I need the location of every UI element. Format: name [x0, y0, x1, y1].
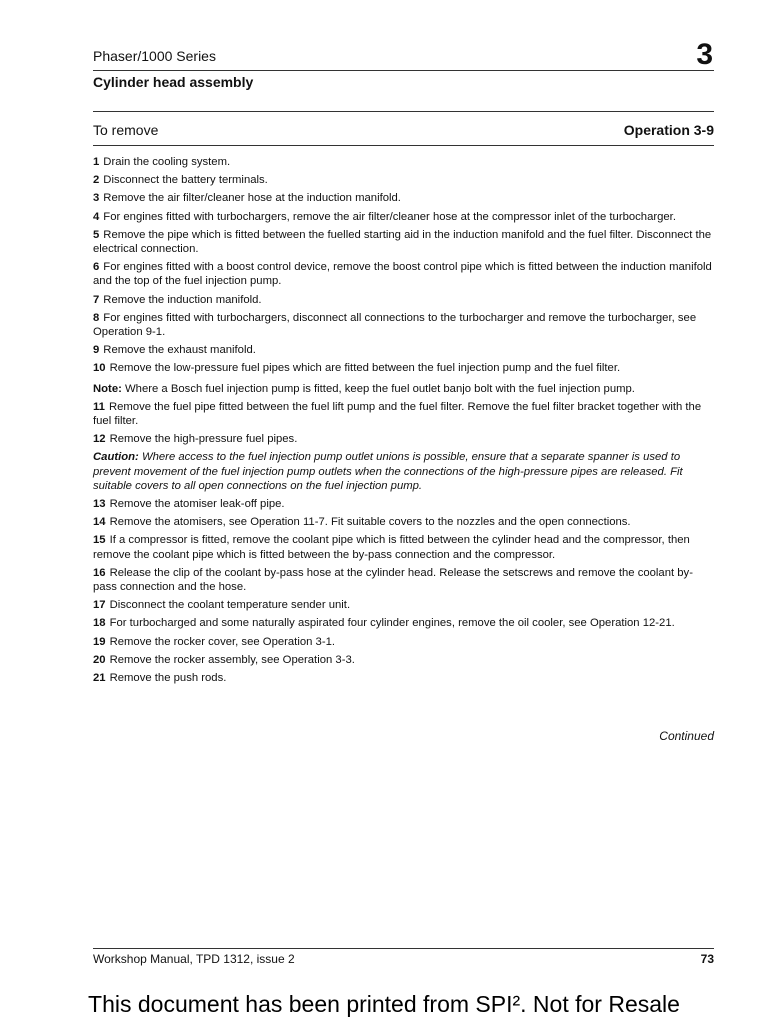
operation-rule	[93, 145, 714, 146]
manual-reference: Workshop Manual, TPD 1312, issue 2	[93, 952, 295, 966]
step-number: 21	[93, 672, 106, 685]
step-list-c	[93, 497, 715, 685]
step-number: 14	[93, 516, 106, 529]
step-number: 17	[93, 599, 106, 612]
step-text: Remove the atomisers, see Operation 11-7. Fit suitable covers to the nozzles and the open connections.	[109, 516, 631, 529]
step-item	[93, 155, 715, 169]
step-number: 16	[93, 566, 106, 579]
step-text: Remove the rocker cover, see Operation 3-1.	[109, 635, 335, 648]
operation-number: Operation 3-9	[623, 122, 714, 138]
step-text: For engines fitted with turbochargers, remove the air filter/cleaner hose at the compressor inlet of the turbocharger.	[103, 210, 676, 223]
caution-text: Where access to the fuel injection pump outlet unions is possible, ensure that a separate spanner is used to prevent movement of the fuel injection pump outlets when the connections of the high-pressure pipes are released. Fit suitable covers to all open connections on the fuel injection pump.	[93, 451, 683, 492]
step-number: 1	[93, 156, 100, 168]
note-paragraph	[93, 382, 715, 396]
step-text: For turbocharged and some naturally aspirated four cylinder engines, remove the oil cooler, see Operation 12-21.	[109, 617, 675, 630]
section-rule	[93, 111, 714, 112]
step-number: 6	[93, 261, 100, 274]
step-text: Remove the push rods.	[109, 672, 227, 685]
step-item	[93, 191, 715, 205]
step-item	[93, 598, 715, 612]
step-item	[93, 210, 715, 224]
step-number: 10	[93, 362, 106, 375]
step-text: Disconnect the coolant temperature sender unit.	[109, 599, 351, 612]
page-number: 73	[700, 952, 714, 966]
step-text: For engines fitted with turbochargers, disconnect all connections to the turbocharger and remove the turbocharger, see Operation 9-1.	[93, 311, 697, 339]
step-text: Disconnect the battery terminals.	[103, 174, 268, 187]
step-number: 9	[93, 344, 100, 357]
step-text: Remove the air filter/cleaner hose at the induction manifold.	[103, 192, 401, 205]
step-number: 13	[93, 498, 106, 511]
step-text: For engines fitted with a boost control device, remove the boost control pipe which is fitted between the induction manifold and the top of the fuel injection pump.	[93, 261, 712, 288]
step-number: 19	[93, 635, 106, 648]
step-item	[93, 497, 715, 511]
step-item	[93, 432, 715, 446]
operation-heading: To remove	[93, 122, 159, 138]
resale-notice: This document has been printed from SPI². Not for Resale	[88, 991, 680, 1017]
step-item	[93, 515, 715, 529]
step-number: 5	[93, 228, 100, 241]
step-item	[93, 400, 715, 428]
continued-label: Continued	[659, 729, 714, 743]
step-text: Drain the cooling system.	[103, 156, 231, 168]
caution-paragraph	[93, 450, 715, 493]
step-item	[93, 616, 715, 630]
step-item	[93, 173, 715, 187]
step-item	[93, 566, 715, 594]
step-number: 18	[93, 617, 106, 630]
step-number: 2	[93, 174, 100, 187]
section-title: Cylinder head assembly	[93, 74, 254, 90]
step-text: If a compressor is fitted, remove the coolant pipe which is fitted between the cylinder head and the compressor, then remove the coolant pipe which is fitted between the by-pass connection and the compressor.	[93, 534, 690, 561]
step-text: Remove the fuel pipe fitted between the fuel lift pump and the fuel filter. Remove the fuel filter bracket together with the fuel filter.	[93, 400, 702, 428]
step-text: Remove the low-pressure fuel pipes which are fitted between the fuel injection pump and the fuel filter.	[109, 362, 621, 375]
step-number: 4	[93, 210, 100, 223]
step-number: 15	[93, 534, 106, 547]
note-label: Note:	[93, 382, 122, 395]
step-text: Remove the high-pressure fuel pipes.	[109, 433, 298, 446]
step-item	[93, 635, 715, 649]
step-text: Release the clip of the coolant by-pass hose at the cylinder head. Release the setscrews and remove the coolant by-pass connection and the hose.	[93, 566, 693, 594]
step-text: Remove the atomiser leak-off pipe.	[109, 498, 285, 511]
step-list-b	[93, 400, 715, 447]
step-number: 8	[93, 311, 100, 324]
step-number: 11	[93, 400, 105, 413]
step-item	[93, 228, 715, 256]
step-number: 20	[93, 653, 106, 666]
step-item	[93, 343, 715, 357]
step-item	[93, 653, 715, 667]
step-item	[93, 311, 715, 339]
step-text: Remove the rocker assembly, see Operation 3-3.	[109, 653, 355, 666]
step-list-a	[93, 155, 715, 376]
step-item	[93, 671, 715, 685]
step-text: Remove the exhaust manifold.	[103, 344, 256, 357]
step-number: 7	[93, 293, 100, 306]
step-text: Remove the induction manifold.	[103, 293, 262, 306]
header-rule	[93, 70, 714, 71]
step-number: 12	[93, 433, 106, 446]
note-text: Where a Bosch fuel injection pump is fitted, keep the fuel outlet banjo bolt with the fuel injection pump.	[125, 382, 635, 395]
procedure-steps	[93, 155, 715, 689]
caution-label: Caution:	[93, 451, 139, 464]
step-number: 3	[93, 192, 100, 205]
step-item	[93, 533, 715, 561]
footer-rule	[93, 948, 714, 949]
step-text: Remove the pipe which is fitted between the fuelled starting aid in the induction manifold and the fuel filter. Disconnect the electrical connection.	[93, 228, 712, 256]
series-title: Phaser/1000 Series	[93, 48, 216, 64]
step-item	[93, 260, 715, 288]
step-item	[93, 293, 715, 307]
step-item	[93, 361, 715, 375]
chapter-number: 3	[696, 38, 713, 71]
